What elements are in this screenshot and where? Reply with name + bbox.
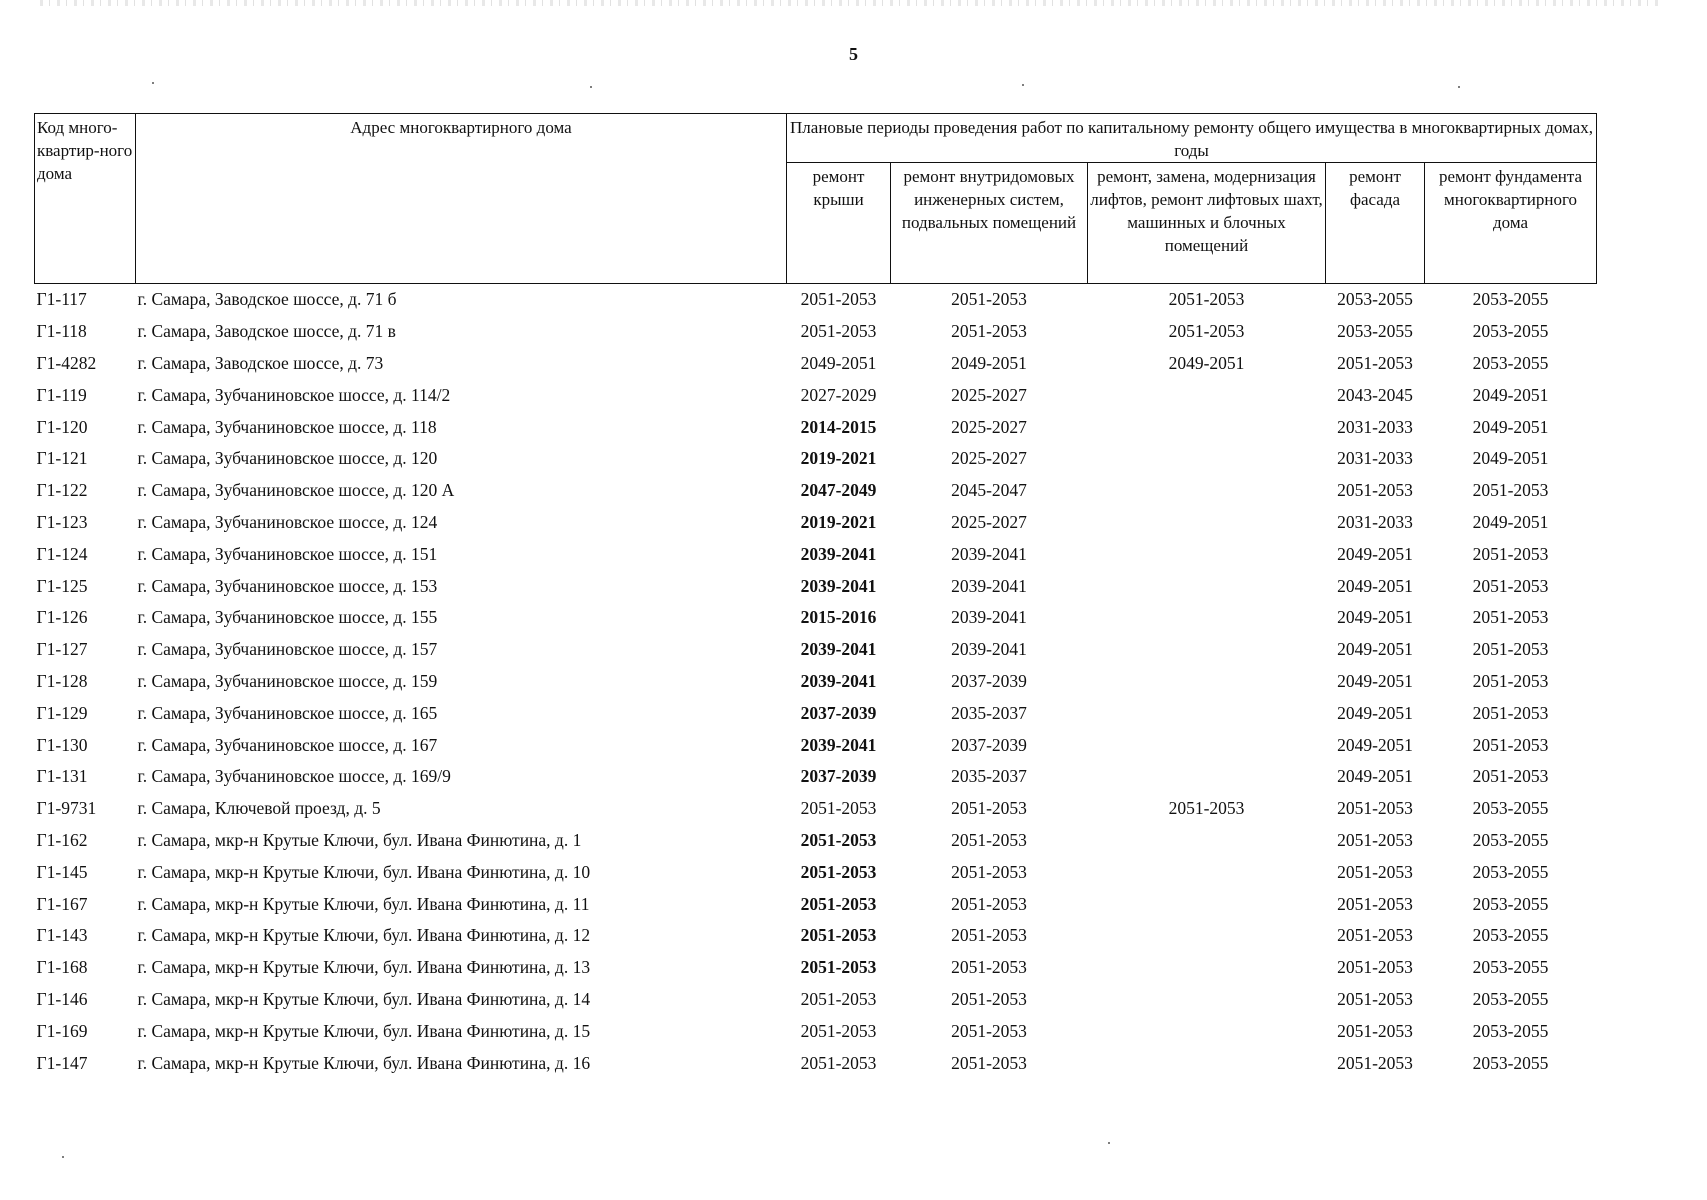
- foundation-period-cell: 2051-2053: [1472, 734, 1549, 755]
- roof-period-cell: 2037-2039: [800, 702, 877, 723]
- roof-period-cell: 2037-2039: [800, 766, 877, 787]
- header-address: Адрес многоквартирного дома: [136, 114, 787, 284]
- foundation-period-cell: 2049-2051: [1472, 511, 1549, 532]
- address-cell: г. Самара, мкр-н Крутые Ключи, бул. Ивана Финютина, д. 15: [137, 1020, 591, 1041]
- code-cell: Г1-129: [36, 702, 88, 723]
- lifts-period-cell: [1088, 443, 1326, 475]
- code-cell: Г1-9731: [36, 798, 97, 819]
- facade-period-cell: 2051-2053: [1337, 957, 1413, 978]
- roof-period-cell: 2019-2021: [800, 448, 877, 469]
- code-cell: Г1-122: [36, 480, 88, 501]
- address-cell: г. Самара, мкр-н Крутые Ключи, бул. Ивана Финютина, д. 12: [137, 925, 591, 946]
- engineering-period-cell: 2037-2039: [951, 734, 1027, 755]
- roof-period-cell: 2015-2016: [800, 607, 877, 628]
- address-cell: г. Самара, Зубчаниновское шоссе, д. 159: [137, 670, 438, 691]
- foundation-period-cell: 2053-2055: [1472, 988, 1549, 1009]
- scan-speck: [1022, 84, 1024, 86]
- table-row: [35, 888, 1597, 920]
- table-row: [35, 570, 1597, 602]
- code-cell: Г1-125: [36, 575, 88, 596]
- facade-period-cell: 2031-2033: [1337, 511, 1413, 532]
- foundation-period-cell: 2053-2055: [1472, 957, 1549, 978]
- table-body: [35, 284, 1597, 1079]
- facade-period-cell: 2051-2053: [1337, 925, 1413, 946]
- roof-period-cell: 2051-2053: [800, 925, 877, 946]
- address-cell: г. Самара, Заводское шоссе, д. 71 в: [137, 321, 396, 342]
- page-number: 5: [849, 44, 858, 64]
- address-cell: г. Самара, мкр-н Крутые Ключи, бул. Ивана Финютина, д. 10: [137, 861, 591, 882]
- roof-period-cell: 2051-2053: [800, 957, 877, 978]
- scan-speck: [1458, 86, 1460, 88]
- address-cell: г. Самара, мкр-н Крутые Ключи, бул. Ивана Финютина, д. 1: [137, 829, 582, 850]
- lifts-period-cell: [1088, 920, 1326, 952]
- lifts-period-cell: 2049-2051: [1168, 352, 1245, 373]
- header-facade: ремонт фасада: [1326, 163, 1425, 284]
- table-row: [35, 697, 1597, 729]
- roof-period-cell: 2039-2041: [800, 543, 877, 564]
- code-cell: Г1-126: [36, 607, 88, 628]
- roof-period-cell: 2051-2053: [800, 321, 877, 342]
- table-row: [35, 1047, 1597, 1079]
- facade-period-cell: 2051-2053: [1337, 352, 1413, 373]
- header-engineering: ремонт внутридомовых инженерных систем, подвальных помещений: [891, 163, 1088, 284]
- engineering-period-cell: 2039-2041: [951, 575, 1027, 596]
- foundation-period-cell: 2051-2053: [1472, 639, 1549, 660]
- lifts-period-cell: [1088, 570, 1326, 602]
- facade-period-cell: 2051-2053: [1337, 893, 1413, 914]
- code-cell: Г1-119: [36, 384, 87, 405]
- foundation-period-cell: 2053-2055: [1472, 829, 1549, 850]
- foundation-period-cell: 2053-2055: [1472, 925, 1549, 946]
- roof-period-cell: 2051-2053: [800, 289, 877, 310]
- facade-period-cell: 2051-2053: [1337, 1052, 1413, 1073]
- code-cell: Г1-143: [36, 925, 88, 946]
- engineering-period-cell: 2051-2053: [951, 957, 1027, 978]
- facade-period-cell: 2031-2033: [1337, 448, 1413, 469]
- engineering-period-cell: 2025-2027: [951, 511, 1027, 532]
- facade-period-cell: 2049-2051: [1337, 639, 1413, 660]
- roof-period-cell: 2051-2053: [800, 893, 877, 914]
- foundation-period-cell: 2053-2055: [1472, 861, 1549, 882]
- lifts-period-cell: [1088, 888, 1326, 920]
- code-cell: Г1-123: [36, 511, 88, 532]
- table-row: [35, 443, 1597, 475]
- roof-period-cell: 2014-2015: [800, 416, 877, 437]
- roof-period-cell: 2047-2049: [800, 480, 877, 501]
- header-foundation: ремонт фундамента многоквартирного дома: [1425, 163, 1597, 284]
- table-row: [35, 411, 1597, 443]
- engineering-period-cell: 2035-2037: [951, 702, 1027, 723]
- lifts-period-cell: [1088, 952, 1326, 984]
- engineering-period-cell: 2037-2039: [951, 670, 1027, 691]
- address-cell: г. Самара, Ключевой проезд, д. 5: [137, 798, 381, 819]
- lifts-period-cell: [1088, 602, 1326, 634]
- address-cell: г. Самара, Зубчаниновское шоссе, д. 157: [137, 639, 438, 660]
- facade-period-cell: 2053-2055: [1337, 321, 1413, 342]
- foundation-period-cell: 2053-2055: [1472, 1020, 1549, 1041]
- engineering-period-cell: 2025-2027: [951, 384, 1027, 405]
- facade-period-cell: 2049-2051: [1337, 607, 1413, 628]
- address-cell: г. Самара, Зубчаниновское шоссе, д. 124: [137, 511, 438, 532]
- address-cell: г. Самара, мкр-н Крутые Ключи, бул. Ивана Финютина, д. 16: [137, 1052, 591, 1073]
- foundation-period-cell: 2049-2051: [1472, 384, 1549, 405]
- foundation-period-cell: 2053-2055: [1472, 798, 1549, 819]
- lifts-period-cell: 2051-2053: [1168, 798, 1245, 819]
- engineering-period-cell: 2045-2047: [951, 480, 1027, 501]
- lifts-period-cell: [1088, 856, 1326, 888]
- foundation-period-cell: 2051-2053: [1472, 575, 1549, 596]
- facade-period-cell: 2053-2055: [1337, 289, 1413, 310]
- table-row: [35, 602, 1597, 634]
- code-cell: Г1-4282: [36, 352, 97, 373]
- engineering-period-cell: 2025-2027: [951, 448, 1027, 469]
- code-cell: Г1-146: [36, 988, 88, 1009]
- table-row: [35, 666, 1597, 698]
- engineering-period-cell: 2051-2053: [951, 829, 1027, 850]
- address-cell: г. Самара, Заводское шоссе, д. 71 б: [137, 289, 397, 310]
- table-row: [35, 952, 1597, 984]
- lifts-period-cell: [1088, 729, 1326, 761]
- address-cell: г. Самара, Зубчаниновское шоссе, д. 153: [137, 575, 438, 596]
- lifts-period-cell: [1088, 1015, 1326, 1047]
- engineering-period-cell: 2025-2027: [951, 416, 1027, 437]
- code-cell: Г1-147: [36, 1052, 88, 1073]
- facade-period-cell: 2051-2053: [1337, 480, 1413, 501]
- table-row: [35, 729, 1597, 761]
- code-cell: Г1-130: [36, 734, 88, 755]
- code-cell: Г1-128: [36, 670, 88, 691]
- address-cell: г. Самара, Зубчаниновское шоссе, д. 167: [137, 734, 438, 755]
- facade-period-cell: 2051-2053: [1337, 829, 1413, 850]
- foundation-period-cell: 2051-2053: [1472, 543, 1549, 564]
- roof-period-cell: 2051-2053: [800, 1020, 877, 1041]
- engineering-period-cell: 2051-2053: [951, 798, 1027, 819]
- address-cell: г. Самара, Зубчаниновское шоссе, д. 151: [137, 543, 438, 564]
- facade-period-cell: 2049-2051: [1337, 575, 1413, 596]
- code-cell: Г1-121: [36, 448, 88, 469]
- engineering-period-cell: 2035-2037: [951, 766, 1027, 787]
- table-row: [35, 348, 1597, 380]
- address-cell: г. Самара, Зубчаниновское шоссе, д. 118: [137, 416, 437, 437]
- lifts-period-cell: [1088, 507, 1326, 539]
- roof-period-cell: 2051-2053: [800, 798, 877, 819]
- facade-period-cell: 2051-2053: [1337, 988, 1413, 1009]
- foundation-period-cell: 2053-2055: [1472, 289, 1549, 310]
- header-code: Код много-квартир-ного дома: [35, 114, 136, 284]
- table-row: [35, 793, 1597, 825]
- address-cell: г. Самара, Зубчаниновское шоссе, д. 165: [137, 702, 438, 723]
- engineering-period-cell: 2039-2041: [951, 543, 1027, 564]
- lifts-period-cell: [1088, 475, 1326, 507]
- code-cell: Г1-117: [36, 289, 87, 310]
- lifts-period-cell: [1088, 697, 1326, 729]
- scan-speck: [62, 1156, 64, 1158]
- foundation-period-cell: 2049-2051: [1472, 448, 1549, 469]
- address-cell: г. Самара, мкр-н Крутые Ключи, бул. Ивана Финютина, д. 14: [137, 988, 591, 1009]
- table-row: [35, 316, 1597, 348]
- lifts-period-cell: [1088, 1047, 1326, 1079]
- lifts-period-cell: [1088, 825, 1326, 857]
- foundation-period-cell: 2051-2053: [1472, 480, 1549, 501]
- address-cell: г. Самара, Зубчаниновское шоссе, д. 120: [137, 448, 438, 469]
- engineering-period-cell: 2049-2051: [951, 352, 1027, 373]
- table-row: [35, 920, 1597, 952]
- facade-period-cell: 2049-2051: [1337, 670, 1413, 691]
- engineering-period-cell: 2051-2053: [951, 893, 1027, 914]
- facade-period-cell: 2049-2051: [1337, 766, 1413, 787]
- code-cell: Г1-169: [36, 1020, 88, 1041]
- table-row: [35, 507, 1597, 539]
- roof-period-cell: 2051-2053: [800, 861, 877, 882]
- roof-period-cell: 2039-2041: [800, 639, 877, 660]
- foundation-period-cell: 2053-2055: [1472, 321, 1549, 342]
- engineering-period-cell: 2039-2041: [951, 607, 1027, 628]
- lifts-period-cell: [1088, 538, 1326, 570]
- table-row: [35, 284, 1597, 316]
- facade-period-cell: 2031-2033: [1337, 416, 1413, 437]
- engineering-period-cell: 2051-2053: [951, 289, 1027, 310]
- facade-period-cell: 2049-2051: [1337, 734, 1413, 755]
- scan-speck: [1108, 1142, 1110, 1144]
- address-cell: г. Самара, мкр-н Крутые Ключи, бул. Ивана Финютина, д. 11: [137, 893, 590, 914]
- facade-period-cell: 2051-2053: [1337, 798, 1413, 819]
- table-row: [35, 634, 1597, 666]
- lifts-period-cell: 2051-2053: [1168, 321, 1245, 342]
- foundation-period-cell: 2049-2051: [1472, 416, 1549, 437]
- facade-period-cell: 2043-2045: [1337, 384, 1413, 405]
- address-cell: г. Самара, Зубчаниновское шоссе, д. 120 А: [137, 480, 455, 501]
- foundation-period-cell: 2051-2053: [1472, 702, 1549, 723]
- facade-period-cell: 2051-2053: [1337, 1020, 1413, 1041]
- code-cell: Г1-118: [36, 321, 87, 342]
- roof-period-cell: 2039-2041: [800, 670, 877, 691]
- engineering-period-cell: 2039-2041: [951, 639, 1027, 660]
- foundation-period-cell: 2051-2053: [1472, 670, 1549, 691]
- roof-period-cell: 2049-2051: [800, 352, 877, 373]
- lifts-period-cell: [1088, 411, 1326, 443]
- address-cell: г. Самара, Зубчаниновское шоссе, д. 155: [137, 607, 438, 628]
- lifts-period-cell: [1088, 666, 1326, 698]
- lifts-period-cell: [1088, 984, 1326, 1016]
- table-row: [35, 475, 1597, 507]
- table-row: [35, 984, 1597, 1016]
- engineering-period-cell: 2051-2053: [951, 861, 1027, 882]
- scan-noise-strip: [40, 0, 1660, 6]
- foundation-period-cell: 2053-2055: [1472, 1052, 1549, 1073]
- roof-period-cell: 2039-2041: [800, 734, 877, 755]
- engineering-period-cell: 2051-2053: [951, 988, 1027, 1009]
- facade-period-cell: 2051-2053: [1337, 861, 1413, 882]
- capital-repair-plan-table: [34, 113, 1597, 1079]
- foundation-period-cell: 2051-2053: [1472, 766, 1549, 787]
- engineering-period-cell: 2051-2053: [951, 1052, 1027, 1073]
- code-cell: Г1-124: [36, 543, 88, 564]
- code-cell: Г1-120: [36, 416, 88, 437]
- code-cell: Г1-168: [36, 957, 88, 978]
- table-row: [35, 1015, 1597, 1047]
- roof-period-cell: 2051-2053: [800, 988, 877, 1009]
- roof-period-cell: 2019-2021: [800, 511, 877, 532]
- scan-speck: [590, 86, 592, 88]
- roof-period-cell: 2051-2053: [800, 1052, 877, 1073]
- address-cell: г. Самара, Зубчаниновское шоссе, д. 169/9: [137, 766, 451, 787]
- roof-period-cell: 2027-2029: [800, 384, 877, 405]
- table-row: [35, 379, 1597, 411]
- lifts-period-cell: 2051-2053: [1168, 289, 1245, 310]
- engineering-period-cell: 2051-2053: [951, 925, 1027, 946]
- table-row: [35, 856, 1597, 888]
- address-cell: г. Самара, мкр-н Крутые Ключи, бул. Ивана Финютина, д. 13: [137, 957, 591, 978]
- code-cell: Г1-145: [36, 861, 88, 882]
- header-periods-group: Плановые периоды проведения работ по капитальному ремонту общего имущества в многоквартирных домах, годы: [787, 114, 1597, 163]
- facade-period-cell: 2049-2051: [1337, 702, 1413, 723]
- address-cell: г. Самара, Заводское шоссе, д. 73: [137, 352, 384, 373]
- foundation-period-cell: 2053-2055: [1472, 893, 1549, 914]
- scan-speck: [152, 82, 154, 84]
- code-cell: Г1-162: [36, 829, 88, 850]
- code-cell: Г1-127: [36, 639, 88, 660]
- lifts-period-cell: [1088, 761, 1326, 793]
- table-row: [35, 538, 1597, 570]
- table-header: [35, 114, 1597, 284]
- facade-period-cell: 2049-2051: [1337, 543, 1413, 564]
- table-row: [35, 825, 1597, 857]
- header-roof: ремонт крыши: [787, 163, 891, 284]
- lifts-period-cell: [1088, 634, 1326, 666]
- roof-period-cell: 2051-2053: [800, 829, 877, 850]
- roof-period-cell: 2039-2041: [800, 575, 877, 596]
- code-cell: Г1-167: [36, 893, 88, 914]
- foundation-period-cell: 2051-2053: [1472, 607, 1549, 628]
- foundation-period-cell: 2053-2055: [1472, 352, 1549, 373]
- table-row: [35, 761, 1597, 793]
- engineering-period-cell: 2051-2053: [951, 1020, 1027, 1041]
- lifts-period-cell: [1088, 379, 1326, 411]
- engineering-period-cell: 2051-2053: [951, 321, 1027, 342]
- address-cell: г. Самара, Зубчаниновское шоссе, д. 114/2: [137, 384, 451, 405]
- header-lifts: ремонт, замена, модернизация лифтов, ремонт лифтовых шахт, машинных и блочных помещений: [1088, 163, 1326, 284]
- code-cell: Г1-131: [36, 766, 88, 787]
